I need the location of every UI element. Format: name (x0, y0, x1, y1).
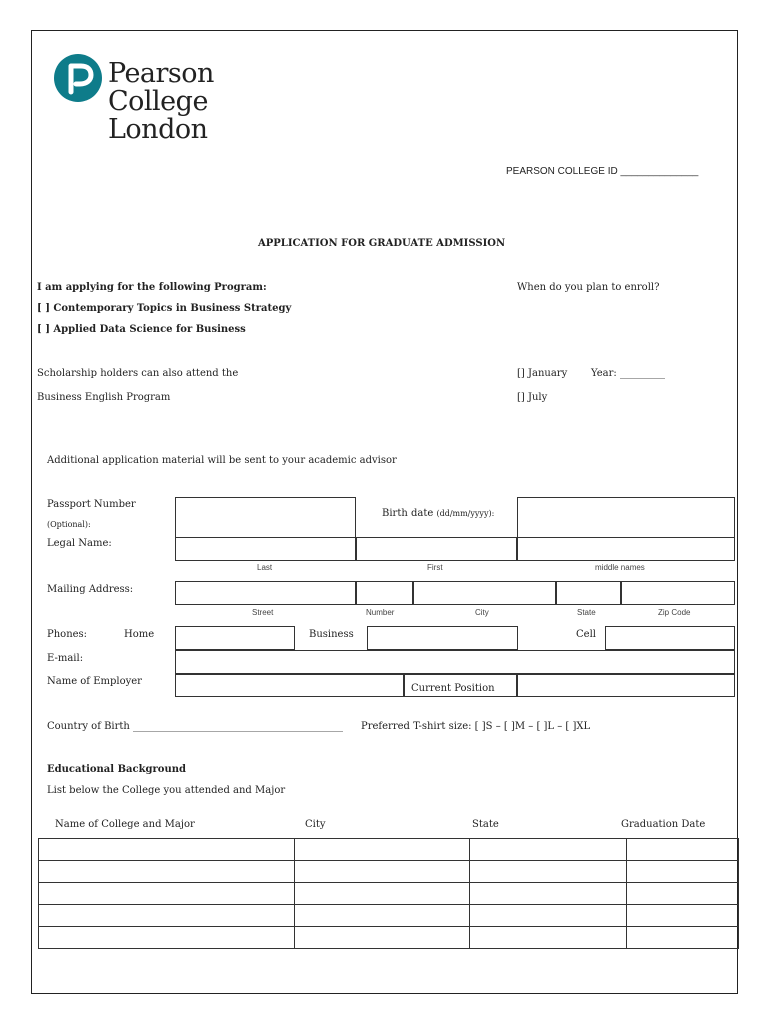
last-name-input[interactable] (175, 537, 356, 561)
advisor-note: Additional application material will be sent to your academic advisor (47, 455, 397, 466)
state-cell[interactable] (470, 861, 627, 883)
table-row (39, 861, 739, 883)
city-cell[interactable] (295, 839, 470, 861)
passport-label: Passport Number (47, 499, 136, 510)
state-input[interactable] (556, 581, 621, 605)
cell-phone-input[interactable] (605, 626, 735, 650)
table-row (39, 839, 739, 861)
enroll-july-checkbox[interactable]: [] July (517, 392, 548, 403)
optional-label: (Optional): (47, 520, 91, 529)
mailing-address-label: Mailing Address: (47, 584, 134, 595)
city-caption: City (475, 608, 489, 617)
zip-caption: Zip Code (658, 608, 691, 617)
city-cell[interactable] (295, 883, 470, 905)
current-position-label: Current Position (411, 683, 495, 694)
city-input[interactable] (413, 581, 556, 605)
legal-name-label: Legal Name: (47, 538, 112, 549)
education-heading: Educational Background (47, 764, 186, 775)
enroll-january-checkbox[interactable]: [] January (517, 368, 568, 379)
middle-names-input[interactable] (517, 537, 735, 561)
street-caption: Street (252, 608, 274, 617)
grad-date-cell[interactable] (627, 861, 739, 883)
birth-date-input[interactable] (517, 497, 735, 538)
table-row (39, 927, 739, 949)
city-cell[interactable] (295, 861, 470, 883)
last-caption: Last (257, 563, 273, 572)
cell-phone-label: Cell (576, 629, 596, 640)
college-cell[interactable] (39, 839, 295, 861)
employer-label: Name of Employer (47, 676, 142, 687)
grad-date-cell[interactable] (627, 927, 739, 949)
pearson-p-logo-icon (54, 54, 102, 102)
first-name-input[interactable] (356, 537, 517, 561)
education-table (38, 838, 739, 949)
middle-caption: middle names (595, 563, 645, 572)
first-caption: First (427, 563, 443, 572)
email-label: E-mail: (47, 653, 84, 664)
city-cell[interactable] (295, 927, 470, 949)
home-phone-input[interactable] (175, 626, 295, 650)
birth-date-label: Birth date (dd/mm/yyyy): (382, 508, 495, 519)
email-input[interactable] (175, 650, 735, 674)
employer-input[interactable] (175, 674, 404, 697)
state-cell[interactable] (470, 839, 627, 861)
state-cell[interactable] (470, 927, 627, 949)
grad-date-cell[interactable] (627, 883, 739, 905)
phones-label: Phones: (47, 629, 88, 640)
enroll-question: When do you plan to enroll? (517, 282, 660, 293)
college-cell[interactable] (39, 861, 295, 883)
state-cell[interactable] (470, 905, 627, 927)
current-position-cell (404, 674, 517, 697)
table-row (39, 883, 739, 905)
state-cell[interactable] (470, 883, 627, 905)
logo-line-college: College (108, 86, 208, 117)
state-caption: State (577, 608, 596, 617)
number-input[interactable] (356, 581, 413, 605)
scholarship-line2: Business English Program (37, 392, 171, 403)
col-city-header: City (305, 819, 326, 830)
col-college-header: Name of College and Major (55, 819, 195, 830)
table-row (39, 905, 739, 927)
scholarship-line1: Scholarship holders can also attend the (37, 368, 239, 379)
city-cell[interactable] (295, 905, 470, 927)
current-position-input[interactable] (517, 674, 735, 697)
form-title: APPLICATION FOR GRADUATE ADMISSION (258, 238, 506, 249)
program-heading: I am applying for the following Program: (37, 282, 267, 293)
college-cell[interactable] (39, 905, 295, 927)
col-grad-header: Graduation Date (621, 819, 706, 830)
enroll-year-field[interactable]: Year: _________ (591, 368, 665, 379)
zip-code-input[interactable] (621, 581, 735, 605)
business-phone-label: Business (309, 629, 354, 640)
logo-line-london: London (108, 114, 208, 145)
col-state-header: State (472, 819, 499, 830)
college-id-label: PEARSON COLLEGE ID ______________ (506, 166, 699, 177)
grad-date-cell[interactable] (627, 905, 739, 927)
grad-date-cell[interactable] (627, 839, 739, 861)
education-subheading: List below the College you attended and Major (47, 785, 286, 796)
college-cell[interactable] (39, 883, 295, 905)
tshirt-size-options[interactable]: Preferred T-shirt size: [ ]S – [ ]M – [ ]L – [ ]XL (361, 721, 591, 732)
logo-line-pearson: Pearson (108, 58, 214, 89)
number-caption: Number (366, 608, 395, 617)
program-option-strategy[interactable]: [ ] Contemporary Topics in Business Strategy (37, 303, 292, 314)
college-cell[interactable] (39, 927, 295, 949)
country-of-birth-field[interactable]: Country of Birth __________________________________________ (47, 721, 344, 732)
street-input[interactable] (175, 581, 356, 605)
home-phone-label: Home (124, 629, 155, 640)
passport-number-input[interactable] (175, 497, 356, 538)
business-phone-input[interactable] (367, 626, 518, 650)
program-option-data-science[interactable]: [ ] Applied Data Science for Business (37, 324, 246, 335)
